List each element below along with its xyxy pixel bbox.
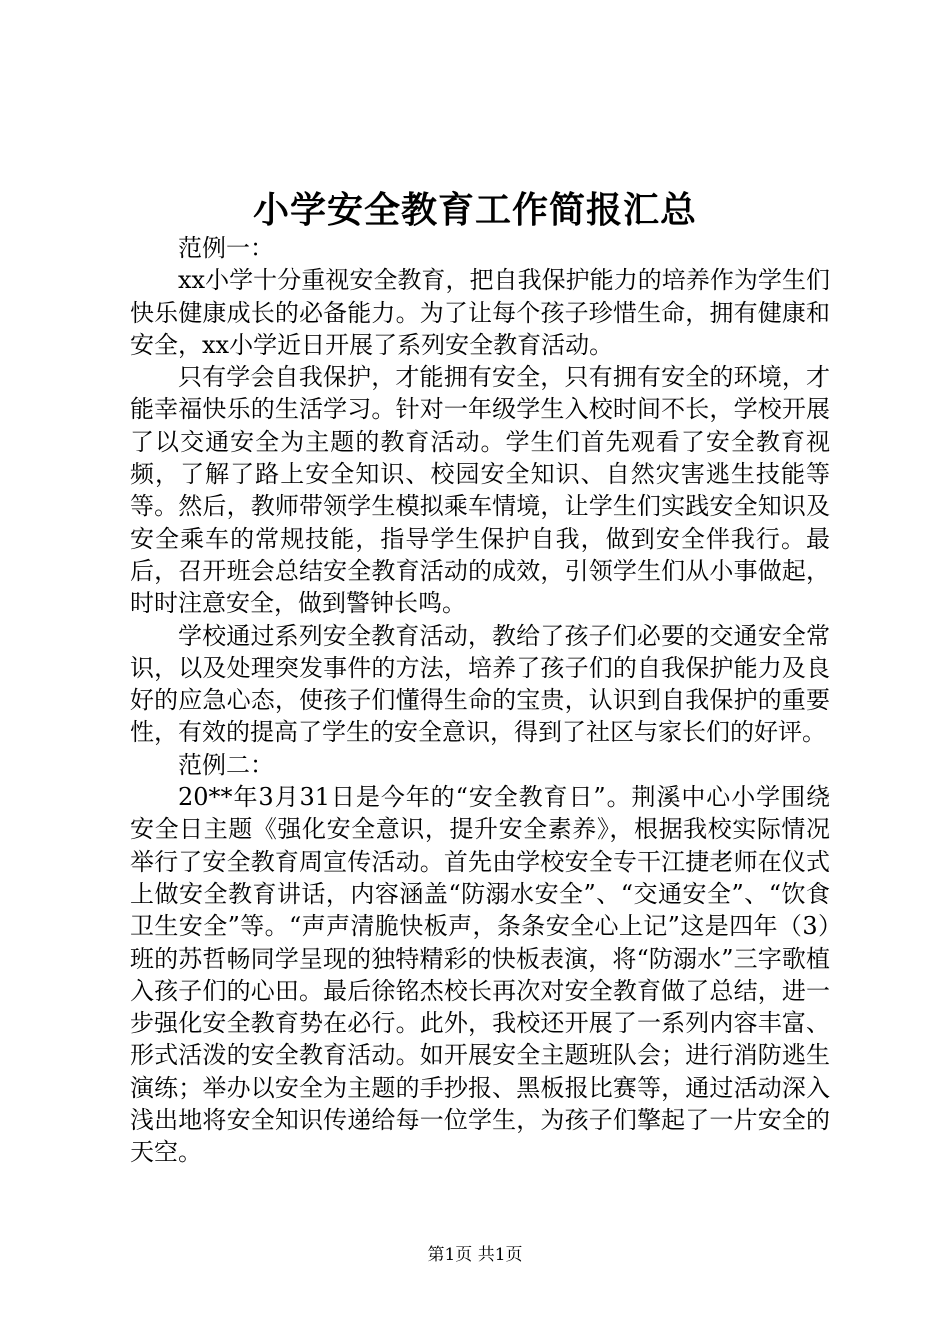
document-body xyxy=(130,232,830,1169)
body-paragraph: 20**年3月31日是今年的“安全教育日”。荆溪中心小学围绕安全日主题《强化安全意识，提升安全素养》，根据我校实际情况举行了安全教育周宣传活动。首先由学校安全专干江捷老师在仪式上做安全教育讲话，内容涵盖“防溺水安全”、“交通安全”、“饮食卫生安全”等。“声声清脆快板声，条条安全心上记”这是四年（3）班的苏哲畅同学呈现的独特精彩的快板表演，将“防溺水”三字歌植入孩子们的心田。最后徐铭杰校长再次对安全教育做了总结，进一步强化安全教育势在必行。此外，我校还开展了一系列内容丰富、形式活泼的安全教育活动。如开展安全主题班队会；进行消防逃生演练；举办以安全为主题的手抄报、黑板报比赛等，通过活动深入浅出地将安全知识传递给每一位学生，为孩子们擎起了一片安全的天空。 xyxy=(130,783,830,1167)
section-heading-example-two: 范例二： xyxy=(178,750,274,779)
body-paragraph: xx小学十分重视安全教育，把自我保护能力的培养作为学生们快乐健康成长的必备能力。为了让每个孩子珍惜生命，拥有健康和安全，xx小学近日开展了系列安全教育活动。 xyxy=(130,266,830,359)
body-paragraph: 只有学会自我保护，才能拥有安全，只有拥有安全的环境，才能幸福快乐的生活学习。针对一年级学生入校时间不长，学校开展了以交通安全为主题的教育活动。学生们首先观看了安全教育视频，了解了路上安全知识、校园安全知识、自然灾害逃生技能等等。然后，教师带领学生模拟乘车情境，让学生们实践安全知识及安全乘车的常规技能，指导学生保护自我，做到安全伴我行。最后，召开班会总结安全教育活动的成效，引领学生们从小事做起，时时注意安全，做到警钟长鸣。 xyxy=(130,363,830,618)
document-title: 小学安全教育工作简报汇总 xyxy=(252,189,697,231)
body-paragraph: 学校通过系列安全教育活动，教给了孩子们必要的交通安全常识，以及处理突发事件的方法，培养了孩子们的自我保护能力及良好的应急心态，使孩子们懂得生命的宝贵，认识到自我保护的重要性，有效的提高了学生的安全意识，得到了社区与家长们的好评。 xyxy=(130,621,830,747)
page-footer: 第1页 共1页 xyxy=(427,1245,523,1265)
section-heading-example-one: 范例一： xyxy=(178,234,274,262)
